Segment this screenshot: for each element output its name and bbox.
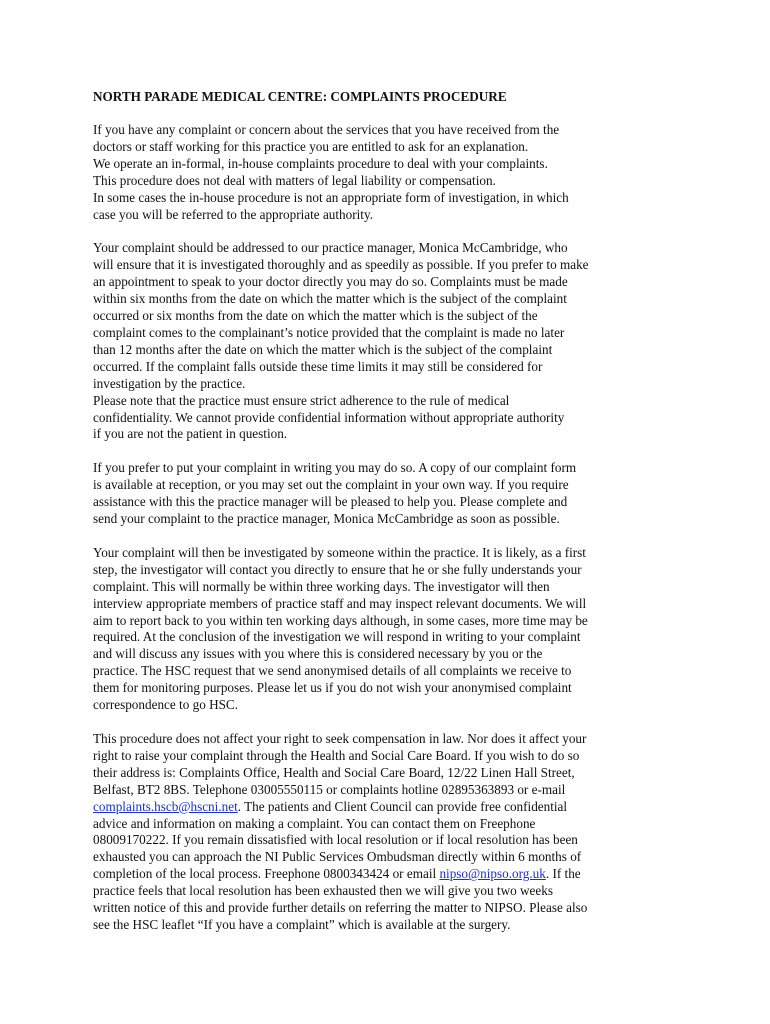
text-line: see the HSC leaflet “If you have a complaint” which is available at the surgery. — [93, 916, 511, 932]
document-title: NORTH PARADE MEDICAL CENTRE: COMPLAINTS PROCEDURE — [93, 89, 507, 104]
text-line — [93, 799, 683, 816]
text-line: aim to report back to you within ten working days although, in some cases, more time may be — [93, 612, 588, 628]
text-line: interview appropriate members of practice staff and may inspect relevant documents. We will — [93, 595, 587, 611]
text-line — [93, 866, 683, 883]
text-line: an appointment to speak to your doctor directly you may do so. Complaints must be made — [93, 274, 568, 290]
text-line: case you will be referred to the appropriate authority. — [93, 206, 373, 222]
text-line: If you prefer to put your complaint in writing you may do so. A copy of our complaint form — [93, 460, 577, 476]
paragraph-external-routes — [93, 731, 683, 934]
nipso-email-link[interactable]: nipso@nipso.org.uk — [439, 866, 546, 882]
text-line: complaint comes to the complainant’s notice provided that the complaint is made no later — [93, 324, 565, 340]
text-line: We operate an in-formal, in-house complaints procedure to deal with your complaints. — [93, 155, 548, 171]
text-line: investigation by the practice. — [93, 375, 246, 391]
text-line: correspondence to go HSC. — [93, 697, 239, 713]
hscb-email-link[interactable]: complaints.hscb@hscni.net — [93, 798, 238, 814]
text-line: them for monitoring purposes. Please let us if you do not wish your anonymised complaint — [93, 680, 572, 696]
text-line: practice feels that local resolution has been exhausted then we will give you two weeks — [93, 883, 553, 899]
text-segment: completion of the local process. Freephone 0800343424 or email — [93, 866, 440, 882]
text-line: required. At the conclusion of the investigation we will respond in writing to your complaint — [93, 629, 581, 645]
text-line: occurred or six months from the date on which the matter which is the subject of the — [93, 308, 538, 324]
text-line: send your complaint to the practice manager, Monica McCambridge as soon as possible. — [93, 511, 560, 527]
text-line: 08009170222. If you remain dissatisfied with local resolution or if local resolution has been — [93, 832, 578, 848]
document-page — [93, 88, 683, 951]
text-line: if you are not the patient in question. — [93, 426, 288, 442]
text-line: Your complaint should be addressed to our practice manager, Monica McCambridge, who — [93, 240, 568, 256]
text-line: advice and information on making a complaint. You can contact them on Freephone — [93, 815, 536, 831]
text-line: is available at reception, or you may set out the complaint in your own way. If you require — [93, 477, 569, 493]
text-line: Please note that the practice must ensure strict adherence to the rule of medical — [93, 392, 510, 408]
text-line: In some cases the in-house procedure is not an appropriate form of investigation, in which — [93, 189, 569, 205]
text-line: Your complaint will then be investigated by someone within the practice. It is likely, as a first — [93, 544, 586, 560]
text-segment: . If the — [545, 866, 581, 882]
text-line: and will discuss any issues with you where this is considered necessary by you or the — [93, 646, 543, 662]
text-line: complaint. This will normally be within three working days. The investigator will then — [93, 578, 550, 594]
text-line: step, the investigator will contact you directly to ensure that he or she fully understands your — [93, 561, 582, 577]
paragraph-intro — [93, 122, 683, 223]
text-segment: . The patients and Client Council can provide free confidential — [237, 798, 568, 814]
paragraph-addressing-complaint — [93, 240, 683, 443]
text-line: This procedure does not affect your right to seek compensation in law. Nor does it affect your — [93, 731, 587, 746]
text-line: confidentiality. We cannot provide confidential information without appropriate authority — [93, 409, 565, 425]
text-line: written notice of this and provide further details on referring the matter to NIPSO. Please also — [93, 900, 588, 916]
text-line: will ensure that it is investigated thoroughly and as speedily as possible. If you prefer to make — [93, 257, 589, 273]
paragraph-investigation — [93, 545, 683, 714]
text-line: than 12 months after the date on which the matter which is the subject of the complaint — [93, 341, 553, 357]
text-line: doctors or staff working for this practice you are entitled to ask for an explanation. — [93, 138, 529, 154]
text-line: within six months from the date on which the matter which is the subject of the complaint — [93, 291, 567, 307]
text-line: their address is: Complaints Office, Health and Social Care Board, 12/22 Linen Hall Street, — [93, 764, 575, 780]
text-line: assistance with this the practice manager will be pleased to help you. Please complete and — [93, 494, 568, 510]
text-line: If you have any complaint or concern about the services that you have received from the — [93, 122, 560, 137]
paragraph-written-complaint — [93, 460, 683, 528]
text-line: Belfast, BT2 8BS. Telephone 03005550115 or complaints hotline 02895363893 or e-mail — [93, 781, 566, 797]
text-line: occurred. If the complaint falls outside these time limits it may still be considered for — [93, 358, 543, 374]
text-line: right to raise your complaint through the Health and Social Care Board. If you wish to do so — [93, 747, 580, 763]
text-line: exhausted you can approach the NI Public Services Ombudsman directly within 6 months of — [93, 849, 582, 865]
text-line: This procedure does not deal with matters of legal liability or compensation. — [93, 172, 496, 188]
text-line: practice. The HSC request that we send anonymised details of all complaints we receive to — [93, 663, 572, 679]
